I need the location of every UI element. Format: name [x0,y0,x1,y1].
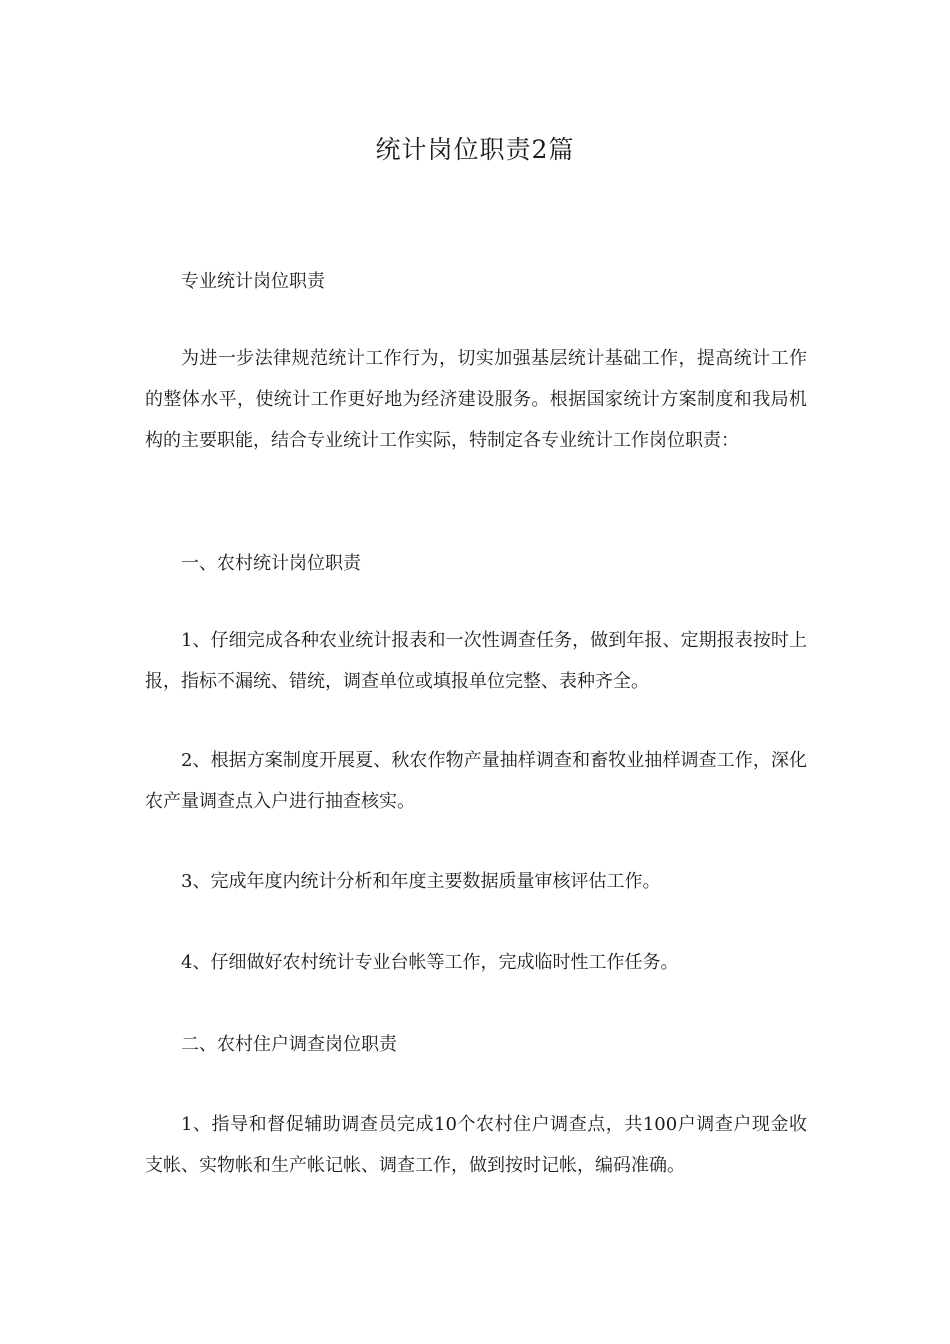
list-item: 1、指导和督促辅助调查员完成10个农村住户调查点，共100户调查户现金收支帐、实物帐和生产帐记帐、调查工作，做到按时记帐，编码准确。 [145,1114,807,1176]
list-item: 2、根据方案制度开展夏、秋农作物产量抽样调查和畜牧业抽样调查工作，深化农产量调查点入户进行抽查核实。 [145,750,807,812]
list-item: 1、仔细完成各种农业统计报表和一次性调查任务，做到年报、定期报表按时上报，指标不漏统、错统，调查单位或填报单位完整、表种齐全。 [145,630,807,692]
document-title: 统计岗位职责2篇 [375,135,575,164]
list-item: 4、仔细做好农村统计专业台帐等工作，完成临时性工作任务。 [181,952,679,973]
document-subtitle: 专业统计岗位职责 [181,271,325,292]
section-heading-rural-household-survey: 二、农村住户调查岗位职责 [181,1034,397,1055]
intro-paragraph: 为进一步法律规范统计工作行为，切实加强基层统计基础工作，提高统计工作的整体水平，使统计工作更好地为经济建设服务。根据国家统计方案制度和我局机构的主要职能，结合专业统计工作实际，特制定各专业统计工作岗位职责： [145,348,807,451]
section-heading-rural-statistics: 一、农村统计岗位职责 [181,553,361,574]
list-item: 3、完成年度内统计分析和年度主要数据质量审核评估工作。 [181,871,661,892]
